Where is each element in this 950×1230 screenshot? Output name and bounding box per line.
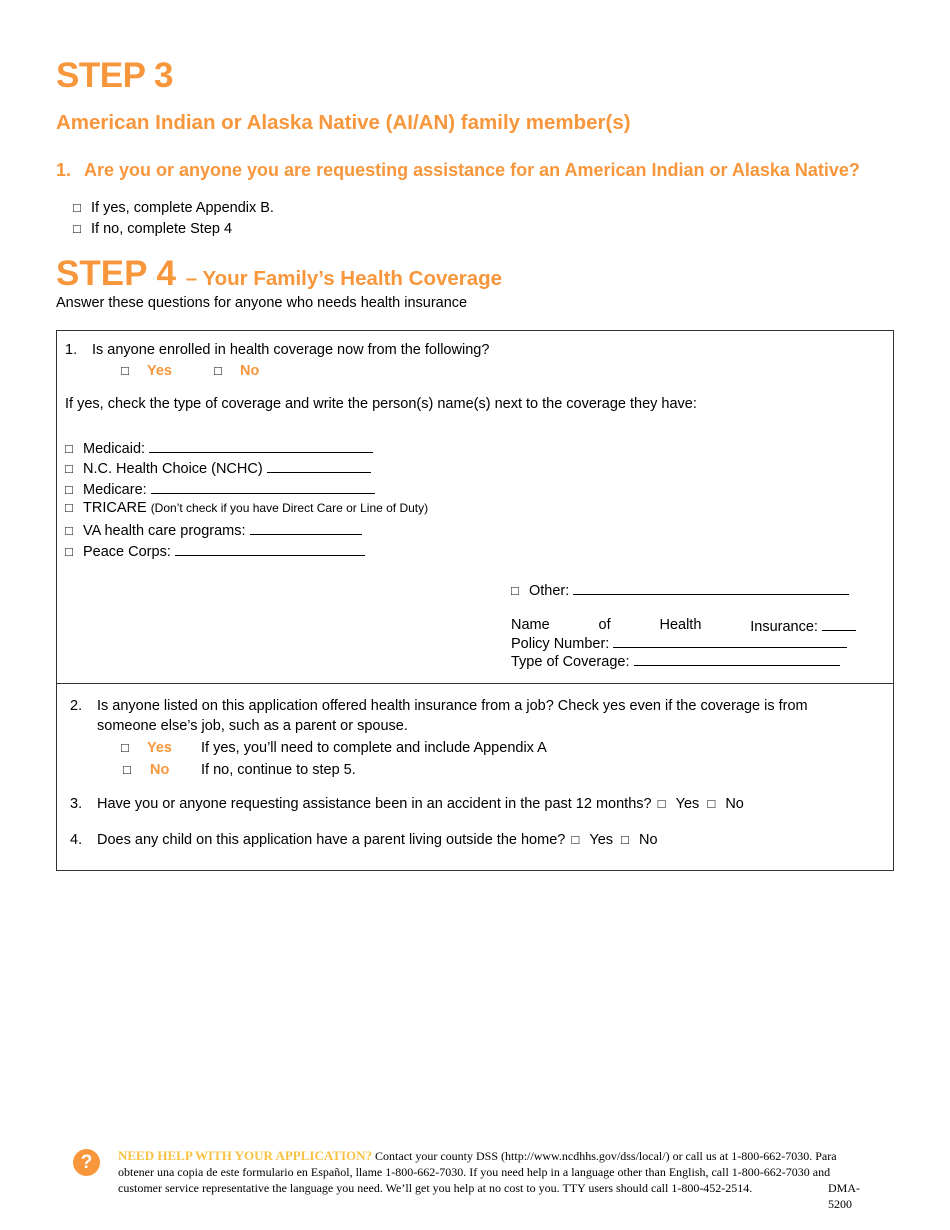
policy-number-row xyxy=(511,634,847,652)
form-number: DMA-5200 xyxy=(828,1181,860,1211)
q3-number: 3. xyxy=(70,796,83,812)
q1-no-option[interactable] xyxy=(214,363,259,379)
q2-text-line2: someone else’s job, such as a parent or spouse. xyxy=(97,718,408,734)
no-label: No xyxy=(725,796,744,812)
checkbox-icon[interactable]: □ xyxy=(511,583,519,598)
no-label: No xyxy=(240,363,260,379)
coverage-label: TRICARE xyxy=(83,500,147,516)
checkbox-icon[interactable]: □ xyxy=(65,523,73,538)
no-label: No xyxy=(639,832,658,848)
question-text: Are you or anyone you are requesting assistance for an American Indian or Alaska Native? xyxy=(84,160,860,180)
checkbox-icon[interactable]: □ xyxy=(123,762,131,777)
yes-label: Yes xyxy=(589,832,614,848)
coverage-other[interactable] xyxy=(511,581,849,599)
checkbox-icon[interactable]: □ xyxy=(121,363,129,378)
q1-instruction: If yes, check the type of coverage and write the person(s) name(s) next to the coverage they have: xyxy=(65,396,697,412)
help-footer xyxy=(118,1148,860,1196)
yes-label: Yes xyxy=(147,740,172,756)
coverage-label: Peace Corps: xyxy=(83,544,171,560)
checkbox-icon[interactable]: □ xyxy=(65,482,73,497)
q3-no-option[interactable] xyxy=(707,796,744,812)
insurance-word: Insurance: xyxy=(750,619,818,635)
step4-heading xyxy=(56,254,502,294)
q4-row xyxy=(97,832,658,848)
coverage-label: Other: xyxy=(529,583,570,599)
q3-yes-option[interactable] xyxy=(656,796,700,812)
section-divider xyxy=(56,683,894,684)
nchc-name-field[interactable] xyxy=(267,459,371,473)
tricare-note: (Don’t check if you have Direct Care or Line of Duty) xyxy=(150,501,429,515)
q2-yes-text: If yes, you’ll need to complete and include Appendix A xyxy=(201,740,547,756)
policy-number-field[interactable] xyxy=(613,634,847,648)
coverage-peace-corps[interactable] xyxy=(65,542,365,560)
step3-option-yes[interactable] xyxy=(73,200,274,216)
peace-corps-name-field[interactable] xyxy=(175,542,365,556)
q2-yes-option[interactable] xyxy=(121,740,172,756)
checkbox-icon[interactable]: □ xyxy=(65,461,73,476)
q1-number: 1. xyxy=(65,342,78,358)
checkbox-icon[interactable]: □ xyxy=(73,200,81,215)
step3-option-no[interactable] xyxy=(73,221,232,237)
step3-subtitle: American Indian or Alaska Native (AI/AN) family member(s) xyxy=(56,111,631,134)
coverage-label: Medicare: xyxy=(83,482,147,498)
coverage-label: Medicaid: xyxy=(83,441,146,457)
q4-yes-option[interactable] xyxy=(569,832,613,848)
coverage-label: N.C. Health Choice (NCHC) xyxy=(83,461,263,477)
checkbox-icon[interactable]: □ xyxy=(65,500,73,515)
coverage-medicare[interactable] xyxy=(65,480,375,498)
question-icon: ? xyxy=(73,1149,100,1176)
checkbox-icon[interactable]: □ xyxy=(657,796,666,811)
no-label: No xyxy=(150,762,170,778)
yes-label: Yes xyxy=(675,796,700,812)
q4-number: 4. xyxy=(70,832,83,848)
checkbox-icon[interactable]: □ xyxy=(73,221,81,236)
insurance-word: Name xyxy=(511,617,550,633)
help-heading: NEED HELP WITH YOUR APPLICATION? xyxy=(118,1148,373,1163)
checkbox-icon[interactable]: □ xyxy=(621,832,629,847)
q4-no-option[interactable] xyxy=(621,832,658,848)
q3-row xyxy=(97,796,744,812)
help-body: Contact your county DSS (http://www.ncdhhs.gov/dss/local/) or call us at 1-800-662-7030. Para obtener una copia de este formulario en Español, llame 1-800-662-7030. If you need help in a language other than English, call 1-800-662-7030 and customer service representative the language you need. We’ll get you help at no cost to you. TTY users should call 1-800-452-2514. xyxy=(118,1149,837,1195)
yes-label: Yes xyxy=(147,363,172,379)
type-of-coverage-label: Type of Coverage: xyxy=(511,654,630,670)
checkbox-icon[interactable]: □ xyxy=(65,544,73,559)
q2-no-text: If no, continue to step 5. xyxy=(201,762,356,778)
q2-number: 2. xyxy=(70,698,83,714)
q3-text: Have you or anyone requesting assistance been in an accident in the past 12 months? xyxy=(97,796,652,812)
checkbox-icon[interactable]: □ xyxy=(707,796,716,811)
insurance-label-with-field xyxy=(750,617,856,635)
medicare-name-field[interactable] xyxy=(151,480,375,494)
insurance-word: of xyxy=(598,617,611,633)
checkbox-icon[interactable]: □ xyxy=(121,740,129,755)
option-label: If yes, complete Appendix B. xyxy=(91,200,274,216)
coverage-medicaid[interactable] xyxy=(65,439,373,457)
q2-no-option[interactable] xyxy=(123,762,169,778)
checkbox-icon[interactable]: □ xyxy=(214,363,222,378)
type-of-coverage-field[interactable] xyxy=(634,652,840,666)
coverage-label: VA health care programs: xyxy=(83,523,246,539)
va-name-field[interactable] xyxy=(250,521,362,535)
step3-question-1 xyxy=(56,160,860,181)
step4-intro: Answer these questions for anyone who needs health insurance xyxy=(56,295,468,311)
option-label: If no, complete Step 4 xyxy=(91,221,233,237)
step4-title: STEP 4 xyxy=(56,254,176,293)
policy-number-label: Policy Number: xyxy=(511,636,610,652)
coverage-nchc[interactable] xyxy=(65,459,371,477)
step4-subtitle: – Your Family’s Health Coverage xyxy=(185,267,503,290)
q2-text-line1: Is anyone listed on this application offered health insurance from a job? Check yes even if the coverage is from xyxy=(97,698,808,714)
insurance-word: Health xyxy=(659,617,702,633)
q4-text: Does any child on this application have a parent living outside the home? xyxy=(97,832,566,848)
question-number: 1. xyxy=(56,160,72,180)
insurance-name-field[interactable] xyxy=(822,617,856,631)
coverage-va[interactable] xyxy=(65,521,362,539)
other-name-field[interactable] xyxy=(573,581,849,595)
type-of-coverage-row xyxy=(511,652,840,670)
step3-title: STEP 3 xyxy=(56,56,173,95)
medicaid-name-field[interactable] xyxy=(149,439,373,453)
q1-text: Is anyone enrolled in health coverage now from the following? xyxy=(92,342,490,358)
insurance-name-row xyxy=(511,617,856,635)
checkbox-icon[interactable]: □ xyxy=(65,441,73,456)
checkbox-icon[interactable]: □ xyxy=(571,832,580,847)
coverage-tricare[interactable] xyxy=(65,500,428,516)
q1-yes-option[interactable] xyxy=(121,363,172,379)
